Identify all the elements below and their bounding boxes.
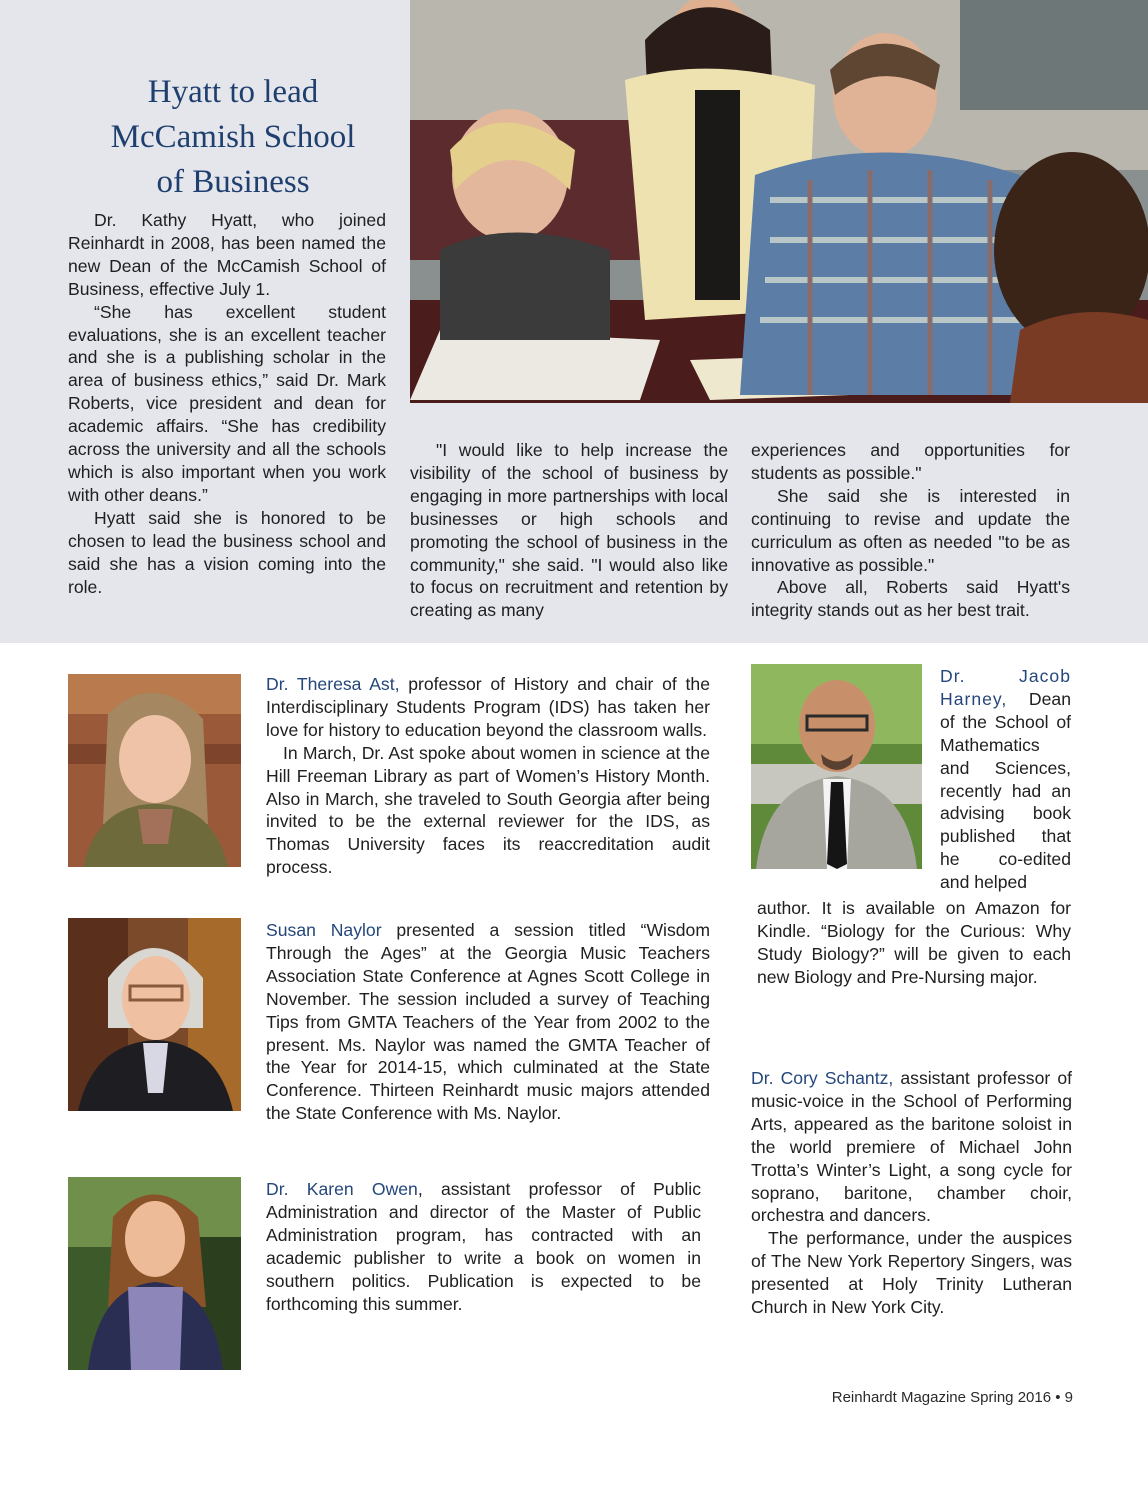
jacob-harney-photo: [751, 664, 922, 869]
bio-name: Dr. Jacob Harney,: [940, 666, 1071, 709]
jacob-harney-bio-top: [940, 665, 1071, 894]
headline-line: McCamish School: [110, 119, 356, 155]
bio-paragraph: author. It is available on Amazon for Kindle. “Biology for the Curious: Why Study Biology?” will be given to each new Biology and Pre-Nursing major.: [757, 898, 1071, 987]
page-footer: Reinhardt Magazine Spring 2016 • 9: [831, 1389, 1073, 1406]
article-paragraph: She said she is interested in continuing to revise and update the curriculum as often as needed "to be as innovative as possible.": [751, 485, 1070, 575]
bio-paragraph: [940, 665, 1071, 894]
article-column-3: [751, 439, 1070, 622]
article-paragraph: “She has excellent student evaluations, she is an excellent teacher and she is a publishing scholar in the area of business ethics,” said Dr. Mark Roberts, vice president and dean for academic affairs. “She has credibility across the university and all the schools which is also important when you work with other deans.”: [68, 301, 386, 505]
article-column-2: [410, 439, 728, 622]
article-paragraph: Hyatt said she is honored to be chosen to lead the business school and said she has a vision coming into the role.: [68, 507, 386, 597]
bio-paragraph: [266, 673, 710, 742]
article-paragraph: experiences and opportunities for students as possible.": [751, 440, 1070, 483]
bio-paragraph: In March, Dr. Ast spoke about women in science at the Hill Freeman Library as part of Women’s History Month. Also in March, she traveled to South Georgia after being invited to be the external reviewer for the IDS, as Thomas University faces its reaccreditation audit process.: [266, 742, 710, 878]
article-headline: [68, 70, 398, 205]
group-meeting-photo: [410, 0, 1148, 403]
susan-naylor-bio: [266, 919, 710, 1125]
bio-name: Dr. Theresa Ast,: [266, 674, 400, 694]
article-column-1: [68, 209, 386, 598]
bio-text: Dean of the School of Mathematics and Sciences, recently had an advising book published that he co-edited and helped: [940, 688, 1071, 893]
bio-name: Susan Naylor: [266, 920, 382, 940]
karen-owen-bio: [266, 1178, 701, 1315]
article-paragraph: "I would like to help increase the visibility of the school of business by engaging in more partnerships with local businesses or high schools and promoting the school of business in the community," she said. "I would also like to focus on recruitment and retention by creating as many: [410, 440, 728, 621]
article-paragraph: Dr. Kathy Hyatt, who joined Reinhardt in 2008, has been named the new Dean of the McCamish School of Business, effective July 1.: [68, 210, 386, 299]
theresa-ast-photo: [68, 674, 241, 867]
cory-schantz-bio: [751, 1067, 1072, 1319]
bio-text: , assistant professor of Public Administration and director of the Master of Public Administration program, has contracted with an academic publisher to write a book on women in southern politics. Publication is expected to be forthcoming this summer.: [266, 1179, 701, 1314]
article-paragraph: Above all, Roberts said Hyatt's integrity stands out as her best trait.: [751, 577, 1070, 621]
bio-paragraph: [751, 1067, 1072, 1227]
susan-naylor-photo: [68, 918, 241, 1111]
jacob-harney-bio-bottom: [757, 897, 1071, 989]
headline-line: Hyatt to lead: [147, 74, 319, 110]
bio-text: assistant professor of music-voice in the School of Performing Arts, appeared as the baritone soloist in the world premiere of Michael John Trotta’s Winter’s Light, a song cycle for soprano, baritone, chamber choir, orchestra and dancers.: [751, 1068, 1072, 1226]
headline-line: of Business: [156, 164, 310, 200]
bio-paragraph: [266, 919, 710, 1125]
bio-name: Dr. Karen Owen: [266, 1179, 418, 1199]
theresa-ast-bio: [266, 673, 710, 879]
bio-paragraph: [266, 1178, 701, 1315]
bio-text: professor of History and chair of the Interdisciplinary Students Program (IDS) has taken her love for history to education beyond the classroom walls.: [266, 674, 710, 740]
bio-paragraph: The performance, under the auspices of The New York Repertory Singers, was presented at Holy Trinity Lutheran Church in New York City.: [751, 1228, 1072, 1318]
bio-name: Dr. Cory Schantz,: [751, 1068, 894, 1088]
karen-owen-photo: [68, 1177, 241, 1370]
bio-text: presented a session titled “Wisdom Through the Ages” at the Georgia Music Teachers Association State Conference at Agnes Scott College in November. The session included a survey of Teaching Tips from GMTA Teachers of the Year from 2002 to the present. Ms. Naylor was named the GMTA Teacher of the Year for 2014-15, which culminated at the State Conference. Thirteen Reinhardt music majors attended the State Conference with Ms. Naylor.: [266, 920, 710, 1124]
